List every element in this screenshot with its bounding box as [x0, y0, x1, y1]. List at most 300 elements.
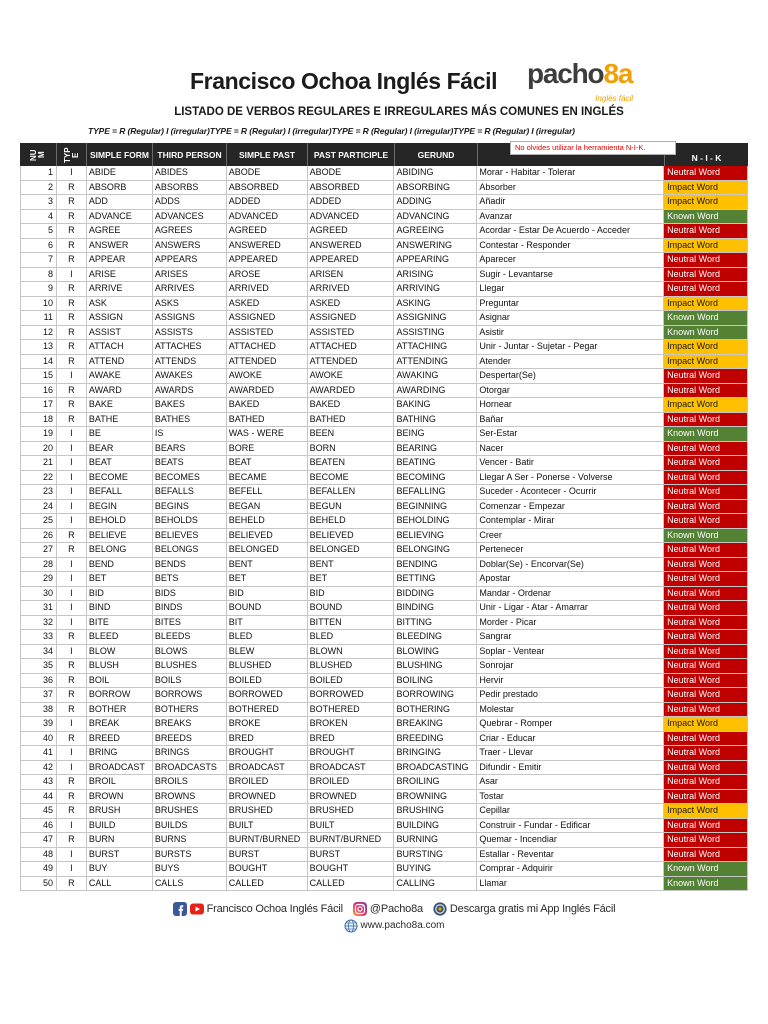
- verbs-table: [20, 166, 748, 891]
- table-row: [20, 195, 748, 210]
- cell-third-person: ABSORBS: [153, 181, 227, 195]
- nik-badge: Neutral Word: [664, 558, 748, 572]
- cell-past-participle: AGREED: [308, 224, 395, 238]
- cell-third-person: ANSWERS: [153, 239, 227, 253]
- document-subtitle: LISTADO DE VERBOS REGULARES E IRREGULARES MÁS COMUNES EN INGLÉS: [174, 106, 624, 118]
- cell-past-participle: ABODE: [308, 166, 395, 180]
- cell-simple-form: BET: [87, 572, 153, 586]
- footer-app-promo: Descarga gratis mi App Inglés Fácil: [449, 902, 616, 915]
- cell-simple-form: BITE: [87, 616, 153, 630]
- table-row: [20, 471, 748, 486]
- cell-num: 1: [21, 166, 57, 180]
- cell-simple-past: BOTHERED: [227, 703, 308, 717]
- table-row: [20, 717, 748, 732]
- nik-badge: Impact Word: [664, 181, 748, 195]
- cell-simple-past: BROADCAST: [227, 761, 308, 775]
- cell-past-participle: BROILED: [308, 775, 395, 789]
- cell-simple-form: ABIDE: [87, 166, 153, 180]
- table-row: [20, 355, 748, 370]
- nik-badge: Neutral Word: [664, 645, 748, 659]
- cell-simple-form: BELIEVE: [87, 529, 153, 543]
- cell-third-person: BROILS: [153, 775, 227, 789]
- cell-num: 36: [21, 674, 57, 688]
- cell-translation: Soplar - Ventear: [477, 645, 664, 659]
- table-row: [20, 253, 748, 268]
- table-row: [20, 384, 748, 399]
- cell-translation: Pedir prestado: [477, 688, 664, 702]
- cell-simple-past: BEGAN: [227, 500, 308, 514]
- cell-num: 12: [21, 326, 57, 340]
- cell-translation: Llegar A Ser - Ponerse - Volverse: [477, 471, 664, 485]
- table-row: [20, 224, 748, 239]
- nik-badge: Neutral Word: [664, 703, 748, 717]
- cell-num: 40: [21, 732, 57, 746]
- table-row: [20, 297, 748, 312]
- table-row: [20, 456, 748, 471]
- cell-third-person: BITES: [153, 616, 227, 630]
- cell-translation: Estallar - Reventar: [477, 848, 664, 862]
- cell-simple-form: BECOME: [87, 471, 153, 485]
- cell-past-participle: ARISEN: [308, 268, 395, 282]
- cell-type: R: [57, 703, 87, 717]
- cell-num: 28: [21, 558, 57, 572]
- cell-simple-form: BORROW: [87, 688, 153, 702]
- cell-simple-past: BOILED: [227, 674, 308, 688]
- table-row: [20, 311, 748, 326]
- cell-num: 32: [21, 616, 57, 630]
- cell-past-participle: ADDED: [308, 195, 395, 209]
- cell-type: R: [57, 775, 87, 789]
- cell-gerund: ASKING: [394, 297, 477, 311]
- cell-simple-past: ADVANCED: [227, 210, 308, 224]
- cell-simple-form: BLEED: [87, 630, 153, 644]
- cell-gerund: BORROWING: [394, 688, 477, 702]
- cell-simple-form: BEAT: [87, 456, 153, 470]
- footer-instagram-handle: @Pacho8a: [369, 902, 423, 915]
- cell-simple-form: BEND: [87, 558, 153, 572]
- nik-badge: Neutral Word: [664, 775, 748, 789]
- cell-translation: Sangrar: [477, 630, 664, 644]
- cell-type: I: [57, 587, 87, 601]
- cell-num: 20: [21, 442, 57, 456]
- header-gerund: GERUND: [395, 143, 478, 166]
- cell-type: R: [57, 790, 87, 804]
- cell-num: 13: [21, 340, 57, 354]
- cell-translation: Construir - Fundar - Edificar: [477, 819, 664, 833]
- logo-main-text: pacho: [527, 58, 604, 89]
- cell-past-participle: BRED: [308, 732, 395, 746]
- cell-simple-past: ADDED: [227, 195, 308, 209]
- instagram-icon: [353, 902, 367, 916]
- app-icon: [433, 902, 447, 916]
- cell-type: R: [57, 195, 87, 209]
- cell-third-person: BROWNS: [153, 790, 227, 804]
- table-row: [20, 790, 748, 805]
- nik-badge: Neutral Word: [664, 282, 748, 296]
- logo-accent-text: 8a: [603, 58, 633, 89]
- cell-simple-past: CALLED: [227, 877, 308, 891]
- cell-translation: Sonrojar: [477, 659, 664, 673]
- cell-simple-past: BOUND: [227, 601, 308, 615]
- cell-translation: Mandar - Ordenar: [477, 587, 664, 601]
- cell-simple-form: BELONG: [87, 543, 153, 557]
- header-num-label: NU M: [29, 148, 46, 161]
- nik-badge: Impact Word: [664, 297, 748, 311]
- cell-type: I: [57, 601, 87, 615]
- cell-simple-past: BRED: [227, 732, 308, 746]
- cell-third-person: BROADCASTS: [153, 761, 227, 775]
- cell-third-person: BLOWS: [153, 645, 227, 659]
- cell-num: 41: [21, 746, 57, 760]
- cell-type: R: [57, 297, 87, 311]
- cell-simple-form: ASSIGN: [87, 311, 153, 325]
- cell-third-person: BELONGS: [153, 543, 227, 557]
- cell-translation: Comprar - Adquirir: [477, 862, 664, 876]
- cell-third-person: BRUSHES: [153, 804, 227, 818]
- cell-simple-form: BAKE: [87, 398, 153, 412]
- cell-third-person: ASSISTS: [153, 326, 227, 340]
- nik-badge: Neutral Word: [664, 688, 748, 702]
- cell-past-participle: APPEARED: [308, 253, 395, 267]
- table-row: [20, 659, 748, 674]
- cell-past-participle: BLUSHED: [308, 659, 395, 673]
- cell-type: R: [57, 355, 87, 369]
- cell-simple-form: BROIL: [87, 775, 153, 789]
- table-row: [20, 732, 748, 747]
- nik-badge: Impact Word: [664, 804, 748, 818]
- table-row: [20, 804, 748, 819]
- cell-gerund: ABSORBING: [394, 181, 477, 195]
- cell-type: I: [57, 268, 87, 282]
- nik-badge: Impact Word: [664, 195, 748, 209]
- cell-gerund: AGREEING: [394, 224, 477, 238]
- cell-type: I: [57, 819, 87, 833]
- cell-simple-past: BROWNED: [227, 790, 308, 804]
- cell-gerund: AWARDING: [394, 384, 477, 398]
- cell-translation: Quemar - Incendiar: [477, 833, 664, 847]
- youtube-icon: [190, 902, 204, 916]
- cell-simple-past: BELONGED: [227, 543, 308, 557]
- nik-badge: Impact Word: [664, 398, 748, 412]
- cell-translation: Tostar: [477, 790, 664, 804]
- cell-simple-past: BEFELL: [227, 485, 308, 499]
- cell-third-person: ARISES: [153, 268, 227, 282]
- cell-past-participle: BID: [308, 587, 395, 601]
- cell-type: I: [57, 471, 87, 485]
- cell-type: R: [57, 674, 87, 688]
- table-row: [20, 616, 748, 631]
- cell-gerund: BEHOLDING: [394, 514, 477, 528]
- footer-website: [20, 918, 768, 933]
- cell-translation: Atender: [477, 355, 664, 369]
- cell-simple-past: ARRIVED: [227, 282, 308, 296]
- cell-gerund: BLEEDING: [394, 630, 477, 644]
- cell-gerund: ASSISTING: [394, 326, 477, 340]
- header-simple-form: SIMPLE FORM: [87, 143, 153, 166]
- header-nik: N - I - K: [691, 152, 722, 163]
- cell-num: 24: [21, 500, 57, 514]
- cell-type: R: [57, 804, 87, 818]
- cell-gerund: BEGINNING: [394, 500, 477, 514]
- cell-simple-form: ASSIST: [87, 326, 153, 340]
- cell-simple-form: BRING: [87, 746, 153, 760]
- cell-simple-past: ATTACHED: [227, 340, 308, 354]
- cell-type: I: [57, 558, 87, 572]
- cell-gerund: ATTACHING: [394, 340, 477, 354]
- cell-type: R: [57, 732, 87, 746]
- nik-badge: Neutral Word: [664, 485, 748, 499]
- cell-gerund: BAKING: [394, 398, 477, 412]
- cell-simple-past: ABODE: [227, 166, 308, 180]
- table-row: [20, 340, 748, 355]
- cell-translation: Difundir - Emitir: [477, 761, 664, 775]
- cell-type: I: [57, 848, 87, 862]
- cell-translation: Avanzar: [477, 210, 664, 224]
- cell-past-participle: BLED: [308, 630, 395, 644]
- cell-type: R: [57, 833, 87, 847]
- cell-type: I: [57, 514, 87, 528]
- cell-gerund: BROWNING: [394, 790, 477, 804]
- cell-gerund: BATHING: [394, 413, 477, 427]
- cell-third-person: BAKES: [153, 398, 227, 412]
- cell-gerund: BINDING: [394, 601, 477, 615]
- cell-num: 30: [21, 587, 57, 601]
- cell-type: R: [57, 413, 87, 427]
- cell-third-person: BREAKS: [153, 717, 227, 731]
- header-third-person: THIRD PERSON: [153, 143, 227, 166]
- cell-num: 21: [21, 456, 57, 470]
- table-row: [20, 587, 748, 602]
- cell-simple-past: AGREED: [227, 224, 308, 238]
- table-row: [20, 558, 748, 573]
- cell-simple-form: BID: [87, 587, 153, 601]
- cell-num: 4: [21, 210, 57, 224]
- nik-badge: Neutral Word: [664, 543, 748, 557]
- cell-simple-past: BURNT/BURNED: [227, 833, 308, 847]
- cell-num: 2: [21, 181, 57, 195]
- header-type-label: TYP E: [62, 146, 80, 163]
- nik-badge: Neutral Word: [664, 587, 748, 601]
- cell-past-participle: BAKED: [308, 398, 395, 412]
- cell-num: 43: [21, 775, 57, 789]
- cell-type: I: [57, 862, 87, 876]
- cell-translation: Doblar(Se) - Encorvar(Se): [477, 558, 664, 572]
- cell-third-person: BURNS: [153, 833, 227, 847]
- cell-simple-past: ASKED: [227, 297, 308, 311]
- cell-past-participle: BITTEN: [308, 616, 395, 630]
- nik-badge: Neutral Word: [664, 268, 748, 282]
- cell-past-participle: BELIEVED: [308, 529, 395, 543]
- type-legend: TYPE = R (Regular) I (irregular)TYPE = R (Regular) I (irregular)TYPE = R (Regular) I (irregular)TYPE = R (Regular) I (irregular): [88, 126, 575, 136]
- cell-gerund: BUYING: [394, 862, 477, 876]
- cell-gerund: BLUSHING: [394, 659, 477, 673]
- cell-num: 37: [21, 688, 57, 702]
- cell-gerund: BOTHERING: [394, 703, 477, 717]
- cell-gerund: BURNING: [394, 833, 477, 847]
- cell-simple-form: BREAK: [87, 717, 153, 731]
- page-title: Francisco Ochoa Inglés Fácil: [190, 68, 498, 94]
- cell-third-person: BEATS: [153, 456, 227, 470]
- cell-simple-past: BROUGHT: [227, 746, 308, 760]
- table-row: [20, 674, 748, 689]
- cell-third-person: AWAKES: [153, 369, 227, 383]
- cell-translation: Sugir - Levantarse: [477, 268, 664, 282]
- footer-social: [20, 900, 768, 917]
- cell-num: 15: [21, 369, 57, 383]
- table-row: [20, 268, 748, 283]
- cell-translation: Unir - Juntar - Sujetar - Pegar: [477, 340, 664, 354]
- cell-third-person: ATTENDS: [153, 355, 227, 369]
- cell-third-person: APPEARS: [153, 253, 227, 267]
- cell-simple-form: AWAKE: [87, 369, 153, 383]
- nik-badge: Neutral Word: [664, 848, 748, 862]
- cell-type: R: [57, 181, 87, 195]
- cell-translation: Morar - Habitar - Tolerar: [477, 166, 664, 180]
- cell-simple-past: AWARDED: [227, 384, 308, 398]
- cell-simple-past: BROKE: [227, 717, 308, 731]
- cell-simple-past: BURST: [227, 848, 308, 862]
- cell-simple-past: BAKED: [227, 398, 308, 412]
- cell-gerund: ANSWERING: [394, 239, 477, 253]
- cell-simple-form: BREED: [87, 732, 153, 746]
- table-row: [20, 442, 748, 457]
- cell-gerund: BLOWING: [394, 645, 477, 659]
- cell-gerund: ADDING: [394, 195, 477, 209]
- cell-third-person: BEFALLS: [153, 485, 227, 499]
- table-row: [20, 746, 748, 761]
- cell-simple-past: ASSISTED: [227, 326, 308, 340]
- nik-badge: Impact Word: [664, 239, 748, 253]
- cell-past-participle: BRUSHED: [308, 804, 395, 818]
- cell-type: R: [57, 398, 87, 412]
- cell-simple-past: BEHELD: [227, 514, 308, 528]
- cell-gerund: BIDDING: [394, 587, 477, 601]
- cell-type: R: [57, 340, 87, 354]
- cell-num: 38: [21, 703, 57, 717]
- cell-third-person: BEARS: [153, 442, 227, 456]
- nik-badge: Neutral Word: [664, 819, 748, 833]
- cell-num: 35: [21, 659, 57, 673]
- cell-translation: Asar: [477, 775, 664, 789]
- cell-third-person: BLEEDS: [153, 630, 227, 644]
- cell-simple-past: BENT: [227, 558, 308, 572]
- cell-simple-past: ATTENDED: [227, 355, 308, 369]
- cell-third-person: ATTACHES: [153, 340, 227, 354]
- cell-simple-past: ASSIGNED: [227, 311, 308, 325]
- cell-type: R: [57, 384, 87, 398]
- cell-translation: Nacer: [477, 442, 664, 456]
- cell-third-person: BUYS: [153, 862, 227, 876]
- nik-badge: Neutral Word: [664, 761, 748, 775]
- cell-simple-form: BIND: [87, 601, 153, 615]
- table-row: [20, 833, 748, 848]
- cell-simple-past: BEAT: [227, 456, 308, 470]
- cell-gerund: BREEDING: [394, 732, 477, 746]
- table-row: [20, 427, 748, 442]
- cell-num: 16: [21, 384, 57, 398]
- cell-type: I: [57, 485, 87, 499]
- cell-gerund: ASSIGNING: [394, 311, 477, 325]
- cell-third-person: BEHOLDS: [153, 514, 227, 528]
- cell-type: R: [57, 630, 87, 644]
- cell-past-participle: ASKED: [308, 297, 395, 311]
- table-row: [20, 210, 748, 225]
- cell-simple-form: BUY: [87, 862, 153, 876]
- nik-badge: Neutral Word: [664, 514, 748, 528]
- cell-simple-past: BORROWED: [227, 688, 308, 702]
- cell-third-person: BENDS: [153, 558, 227, 572]
- cell-third-person: ABIDES: [153, 166, 227, 180]
- cell-translation: Vencer - Batir: [477, 456, 664, 470]
- cell-simple-past: BATHED: [227, 413, 308, 427]
- nik-badge: Neutral Word: [664, 471, 748, 485]
- cell-type: I: [57, 616, 87, 630]
- cell-translation: Llamar: [477, 877, 664, 891]
- cell-type: I: [57, 500, 87, 514]
- cell-num: 8: [21, 268, 57, 282]
- cell-third-person: BIDS: [153, 587, 227, 601]
- cell-third-person: ASSIGNS: [153, 311, 227, 325]
- cell-type: I: [57, 427, 87, 441]
- cell-num: 5: [21, 224, 57, 238]
- nik-badge: Neutral Word: [664, 790, 748, 804]
- nik-badge: Neutral Word: [664, 442, 748, 456]
- cell-num: 33: [21, 630, 57, 644]
- cell-simple-form: ATTACH: [87, 340, 153, 354]
- cell-gerund: BEATING: [394, 456, 477, 470]
- cell-num: 42: [21, 761, 57, 775]
- cell-num: 47: [21, 833, 57, 847]
- cell-simple-form: BEFALL: [87, 485, 153, 499]
- cell-translation: Comenzar - Empezar: [477, 500, 664, 514]
- table-row: [20, 761, 748, 776]
- cell-simple-form: AGREE: [87, 224, 153, 238]
- nik-badge: Neutral Word: [664, 732, 748, 746]
- cell-simple-form: BATHE: [87, 413, 153, 427]
- logo-wordmark: [527, 58, 632, 90]
- cell-past-participle: AWARDED: [308, 384, 395, 398]
- cell-past-participle: ANSWERED: [308, 239, 395, 253]
- cell-third-person: BATHES: [153, 413, 227, 427]
- cell-gerund: BEFALLING: [394, 485, 477, 499]
- nik-badge: Neutral Word: [664, 384, 748, 398]
- cell-num: 6: [21, 239, 57, 253]
- table-row: [20, 529, 748, 544]
- cell-third-person: ADDS: [153, 195, 227, 209]
- cell-type: I: [57, 717, 87, 731]
- cell-type: I: [57, 761, 87, 775]
- cell-past-participle: BUILT: [308, 819, 395, 833]
- nik-badge: Neutral Word: [664, 601, 748, 615]
- cell-type: R: [57, 688, 87, 702]
- header-simple-past: SIMPLE PAST: [227, 143, 308, 166]
- cell-simple-past: BIT: [227, 616, 308, 630]
- cell-third-person: BETS: [153, 572, 227, 586]
- nik-badge: Neutral Word: [664, 833, 748, 847]
- nik-badge: Impact Word: [664, 355, 748, 369]
- cell-past-participle: ASSIGNED: [308, 311, 395, 325]
- cell-translation: Hervir: [477, 674, 664, 688]
- cell-third-person: BINDS: [153, 601, 227, 615]
- cell-simple-past: ABSORBED: [227, 181, 308, 195]
- cell-third-person: IS: [153, 427, 227, 441]
- table-row: [20, 239, 748, 254]
- cell-simple-form: BLUSH: [87, 659, 153, 673]
- cell-simple-past: ANSWERED: [227, 239, 308, 253]
- cell-third-person: BEGINS: [153, 500, 227, 514]
- cell-simple-form: CALL: [87, 877, 153, 891]
- table-row: [20, 645, 748, 660]
